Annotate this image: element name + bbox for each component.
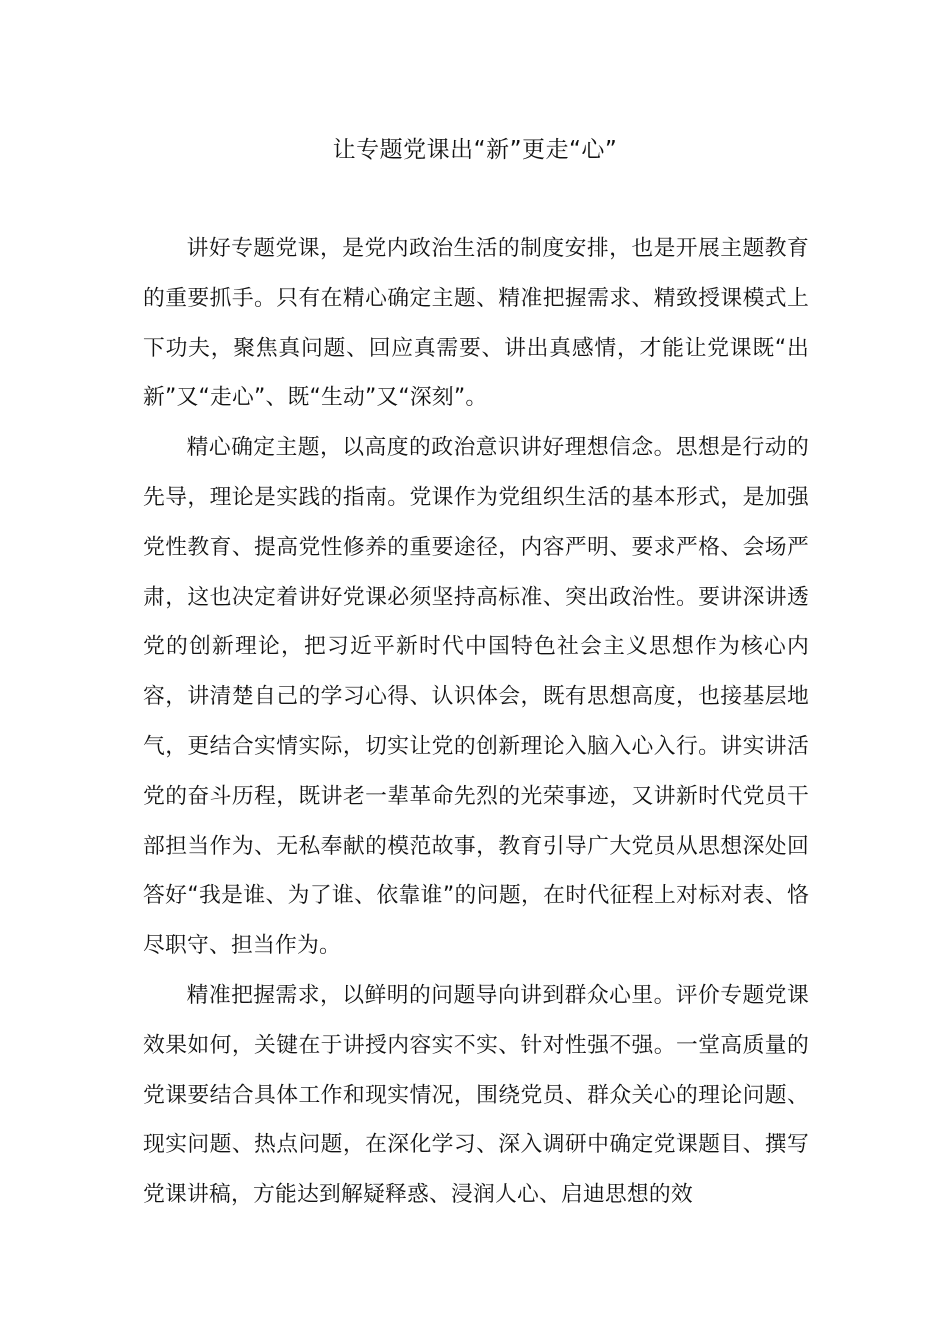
paragraph-3: 精准把握需求，以鲜明的问题导向讲到群众心里。评价专题党课效果如何，关键在于讲授内容实不实、针对性强不强。一堂高质量的党课要结合具体工作和现实情况，围绕党员、群众关心的理论问题、现实问题、热点问题，在深化学习、深入调研中确定党课题目、撰写党课讲稿，方能达到解疑释惑、浸润人心、启迪思想的效 [143, 982, 809, 1208]
paragraph-1: 讲好专题党课，是党内政治生活的制度安排，也是开展主题教育的重要抓手。只有在精心确定主题、精准把握需求、精致授课模式上下功夫，聚焦真问题、回应真需要、讲出真感情，才能让党课既“出新”又“走心”、既“生动”又“深刻”。 [143, 236, 809, 411]
document-title: 让专题党课出“新”更走“心” [332, 137, 618, 163]
paragraph-2: 精心确定主题，以高度的政治意识讲好理想信念。思想是行动的先导，理论是实践的指南。党课作为党组织生活的基本形式，是加强党性教育、提高党性修养的重要途径，内容严明、要求严格、会场严肃，这也决定着讲好党课必须坚持高标准、突出政治性。要讲深讲透党的创新理论，把习近平新时代中国特色社会主义思想作为核心内容，讲清楚自己的学习心得、认识体会，既有思想高度，也接基层地气，更结合实情实际，切实让党的创新理论入脑入心入行。讲实讲活党的奋斗历程，既讲老一辈革命先烈的光荣事迹，又讲新时代党员干部担当作为、无私奉献的模范故事，教育引导广大党员从思想深处回答好“我是谁、为了谁、依靠谁”的问题，在时代征程上对标对表、恪尽职守、担当作为。 [143, 435, 809, 959]
document-body [143, 224, 809, 1220]
